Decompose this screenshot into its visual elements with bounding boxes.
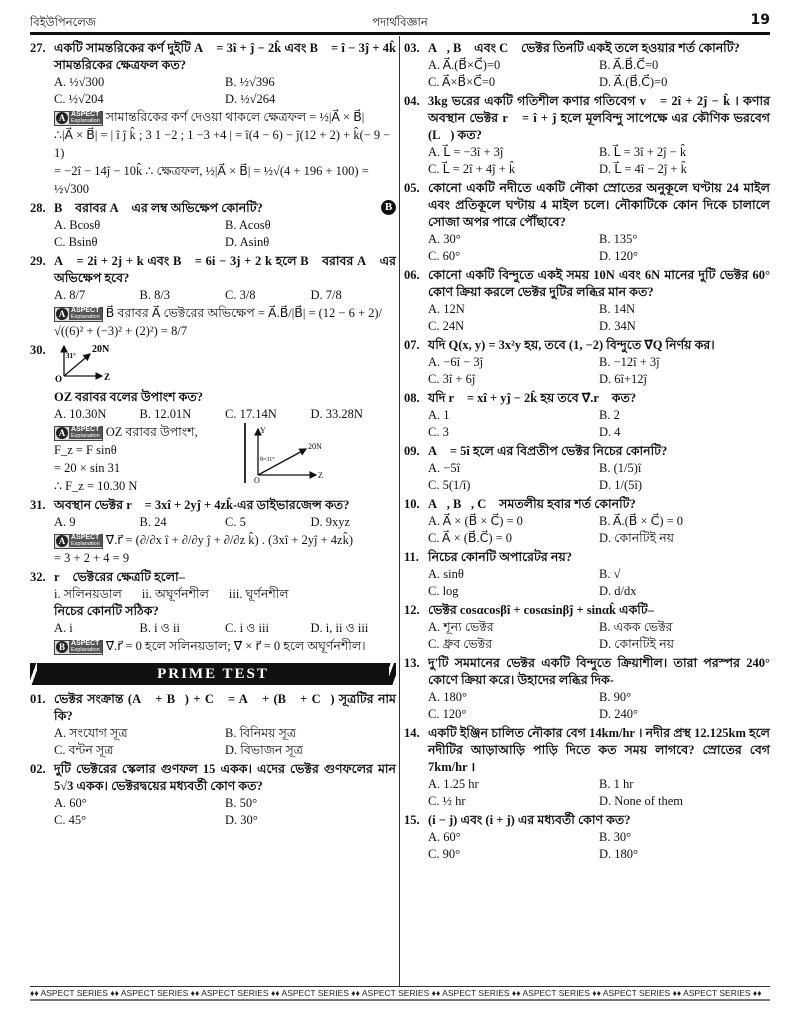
option-b[interactable]: B. i ও ii bbox=[139, 621, 180, 635]
question-31 bbox=[30, 497, 396, 567]
options-grid bbox=[428, 301, 770, 335]
question-number: 01. bbox=[30, 692, 46, 706]
question-number: 10. bbox=[404, 497, 420, 511]
left-column bbox=[30, 40, 396, 831]
explanation-line bbox=[54, 549, 353, 567]
question-32 bbox=[30, 569, 396, 655]
question-header bbox=[404, 443, 770, 460]
option-c[interactable]: C. A⃗×B⃗×C⃗=0 bbox=[428, 75, 496, 89]
option-d[interactable]: D. 180° bbox=[599, 847, 639, 861]
question-text: একটি সামন্তরিকের কর্ণ দুইটি A⃗ = 3î + ĵ − 2k̂ এবং B⃗ = î − 3ĵ + 4k̂ সামন্তরিকের ক্ষেত্রফল কত? bbox=[54, 41, 396, 72]
options-grid bbox=[428, 407, 770, 441]
explanation-line bbox=[54, 304, 396, 340]
option-d[interactable]: D. d/dx bbox=[599, 584, 637, 598]
question-number: 11. bbox=[404, 550, 419, 564]
option-c[interactable]: C. log bbox=[428, 584, 459, 598]
aspect-title: ASPECT bbox=[71, 307, 100, 315]
explanation-body bbox=[54, 531, 396, 567]
explanation-body bbox=[54, 423, 396, 495]
diagram-label: 31° bbox=[66, 352, 76, 360]
option-b[interactable]: B. বিনিময় সূত্র bbox=[225, 726, 297, 740]
question-text: নিচের কোনটি অপারেটর নয়? bbox=[428, 550, 572, 564]
question-text: A⃗ = 5î হলে এর বিপ্রতীপ ভেক্টর নিচের কোনটি? bbox=[428, 444, 668, 458]
question-header bbox=[30, 342, 396, 389]
explanation-line bbox=[54, 477, 198, 495]
explanation-line bbox=[54, 126, 396, 162]
question-prompt: OZ বরাবর বলের উপাংশ কত? bbox=[54, 390, 204, 404]
question-number: 07. bbox=[404, 338, 420, 352]
option-a[interactable]: A. 1 bbox=[428, 408, 450, 422]
option-b[interactable]: B. 1 hr bbox=[599, 777, 634, 791]
question-28 bbox=[30, 200, 396, 251]
explanation-text: F_z = F sinθ bbox=[54, 443, 117, 457]
question-14 bbox=[404, 725, 770, 810]
explanation bbox=[54, 304, 396, 340]
aspect-subtitle: Explanation bbox=[71, 647, 100, 654]
question-05 bbox=[404, 180, 770, 265]
explanation-line bbox=[54, 441, 198, 459]
explanation bbox=[54, 108, 396, 198]
question-text: একটি ইঞ্জিন চালিত নৌকার বেগ 14km/hr । নদীর প্রস্থ 12.125km হলে নদীটির আড়াআড়ি পাড়ি দিতে কত সময় লাগবে? স্রোতের বেগ 7km/hr । bbox=[428, 726, 770, 774]
explanation-text: ∇⃗.r⃗ = (∂/∂x î + ∂/∂y ĵ + ∂/∂z k̂) . (3xî + 2yĵ + 4zk̂) bbox=[105, 533, 353, 547]
option-a[interactable]: A. A⃗ × (B⃗ × C⃗) = 0 bbox=[428, 514, 523, 528]
aspect-title: ASPECT bbox=[71, 534, 100, 542]
option-a[interactable]: A. 30° bbox=[428, 232, 461, 246]
question-number: 05. bbox=[404, 181, 420, 195]
explanation-lines bbox=[54, 423, 198, 495]
options-grid bbox=[54, 725, 396, 759]
question-text: দু'টি সমমানের ভেক্টর একটি বিন্দুতে ক্রিয়াশীল। তারা পরস্পর 240° কোণে ক্রিয়া করে। উহাদের লব্ধির দিক- bbox=[428, 656, 770, 687]
explanation-line bbox=[54, 459, 198, 477]
options-grid bbox=[428, 689, 770, 723]
question-text: 3kg ভরের একটি গতিশীল কণার গতিবেগ v⃗ = 2î + 2ĵ − k̂ । কণার অবস্থান ভেক্টর r⃗ = î + ĵ হলে মূলবিন্দু সাপেক্ষে এর কৌণিক ভরবেগ (L⃗) কত? bbox=[428, 94, 770, 142]
question-number: 12. bbox=[404, 603, 420, 617]
option-c[interactable]: C. 17.14N bbox=[225, 407, 277, 421]
force-diagram bbox=[54, 342, 124, 384]
question-number: 27. bbox=[30, 41, 46, 55]
option-a[interactable]: A. 60° bbox=[428, 830, 461, 844]
question-number: 13. bbox=[404, 656, 420, 670]
aspect-explanation-badge bbox=[54, 111, 103, 126]
explanation-lines bbox=[54, 637, 366, 655]
explanation-text: = −2î − 14ĵ − 10k̂ ∴ ক্ষেত্রফল, ½|A⃗ × B⃗| = ½√(4 + 196 + 100) = ½√300 bbox=[54, 164, 369, 196]
question-header bbox=[404, 496, 770, 513]
question-text: B⃗ বরাবর A⃗ এর লম্ব অভিক্ষেপ কোনটি? B bbox=[54, 200, 396, 217]
option-c[interactable]: C. 5(1/î) bbox=[428, 478, 471, 492]
question-text bbox=[54, 342, 396, 389]
question-header bbox=[30, 761, 396, 795]
question-02 bbox=[30, 761, 396, 829]
statement-item: iii. ঘূর্ণনশীল bbox=[228, 587, 289, 601]
option-a[interactable]: A. 12N bbox=[428, 302, 465, 316]
option-d[interactable]: D. i, ii ও iii bbox=[310, 621, 369, 635]
option-a[interactable]: A. Bcosθ bbox=[54, 218, 101, 232]
option-c[interactable]: C. A⃗ × (B⃗.C⃗) = 0 bbox=[428, 531, 513, 545]
explanation-text: ∴ F_z = 10.30 N bbox=[54, 479, 138, 493]
option-b[interactable]: B. L⃗ = 3î + 2ĵ − k̂ bbox=[599, 145, 687, 159]
option-a[interactable]: A. i bbox=[54, 621, 73, 635]
options-grid bbox=[428, 619, 770, 653]
aspect-label bbox=[69, 641, 102, 653]
option-d[interactable]: D. কোনটিই নয় bbox=[599, 531, 675, 545]
question-header bbox=[30, 497, 396, 514]
options-grid bbox=[54, 74, 396, 108]
explanation-text: B⃗ বরাবর A⃗ ভেক্টরের অভিক্ষেপ = A⃗.B⃗/|B⃗| = (12 − 6 + 2)/√((6)² + (−3)² + (2)²) = 8/7 bbox=[54, 306, 383, 338]
option-b[interactable]: B. একক ভেক্টর bbox=[599, 620, 673, 634]
option-d[interactable]: D. 1/(5î) bbox=[599, 478, 643, 492]
option-c[interactable]: C. ½ hr bbox=[428, 794, 466, 808]
option-a[interactable]: A. 60° bbox=[54, 796, 87, 810]
explanation-body bbox=[54, 108, 396, 198]
question-text: অবস্থান ভেক্টর r⃗ = 3xî + 2yĵ + 4zk̂-এর ডাইভারজেন্স কত? bbox=[54, 498, 350, 512]
diagram-label: O bbox=[254, 476, 260, 483]
option-a[interactable]: A. 10.30N bbox=[54, 407, 107, 421]
explanation-line bbox=[54, 108, 396, 126]
question-number: 03. bbox=[404, 41, 420, 55]
question-header bbox=[404, 180, 770, 231]
option-a[interactable]: A. 180° bbox=[428, 690, 468, 704]
question-number: 15. bbox=[404, 813, 420, 827]
question-11 bbox=[404, 549, 770, 600]
option-b[interactable]: B. ½√396 bbox=[225, 75, 275, 89]
option-d[interactable]: D. কোনটিই নয় bbox=[599, 637, 675, 651]
question-header bbox=[404, 602, 770, 619]
option-a[interactable]: A. 9 bbox=[54, 515, 76, 529]
question-13 bbox=[404, 655, 770, 723]
option-b[interactable]: B. A⃗.(B⃗ × C⃗) = 0 bbox=[599, 514, 684, 528]
aspect-title: ASPECT bbox=[71, 426, 100, 434]
diagram-label: Z bbox=[104, 372, 111, 382]
question-header bbox=[404, 267, 770, 301]
question-number: 08. bbox=[404, 391, 420, 405]
header-book-title: বিইউপিনলেজ bbox=[30, 15, 97, 29]
option-b[interactable]: B. (1/5)î bbox=[599, 461, 642, 475]
answer-letter-icon: A bbox=[56, 308, 68, 320]
question-number: 14. bbox=[404, 726, 420, 740]
question-text: A⃗, B⃗ এবং C⃗ ভেক্টর তিনটি একই তলে হওয়ার শর্ত কোনটি? bbox=[428, 41, 740, 55]
question-10 bbox=[404, 496, 770, 547]
question-header bbox=[404, 655, 770, 689]
question-header bbox=[30, 200, 396, 217]
aspect-title: ASPECT bbox=[71, 640, 100, 648]
answer-badge: B bbox=[381, 200, 396, 215]
footer-strip: ♦♦ ASPECT SERIES ♦♦ ASPECT SERIES ♦♦ ASPECT SERIES ♦♦ ASPECT SERIES ♦♦ ASPECT SERIES ♦♦ ASPECT SERIES ♦♦ ASPECT SERIES ♦♦ ASPECT SERIES ♦♦ ASPECT SERIES ♦♦ bbox=[30, 986, 770, 1001]
option-b[interactable]: B. −12î + 3ĵ bbox=[599, 355, 660, 369]
options-grid bbox=[54, 217, 396, 251]
question-27 bbox=[30, 40, 396, 198]
explanation-body bbox=[54, 304, 396, 340]
option-b[interactable]: B. 50° bbox=[225, 796, 258, 810]
prime-test-banner bbox=[30, 663, 396, 685]
question-header bbox=[30, 253, 396, 287]
question-header bbox=[30, 569, 396, 586]
options-grid bbox=[54, 406, 396, 423]
option-a[interactable]: A. 8/7 bbox=[54, 288, 86, 302]
explanation-text: ∴|A⃗ × B⃗| = | î ĵ k̂ ; 3 1 −2 ; 1 −3 +4 | = î(4 − 6) − ĵ(12 + 2) + k̂(− 9 − 1) bbox=[54, 128, 391, 160]
question-03 bbox=[404, 40, 770, 91]
diagram-label: 20N bbox=[92, 344, 110, 355]
option-b[interactable]: B. Acosθ bbox=[225, 218, 271, 232]
explanation-text: = 3 + 2 + 4 = 9 bbox=[54, 551, 130, 565]
question-29 bbox=[30, 253, 396, 340]
options-grid bbox=[428, 144, 770, 178]
question-header bbox=[404, 390, 770, 407]
answer-letter-icon: A bbox=[56, 112, 68, 124]
option-d[interactable]: D. ½√264 bbox=[225, 92, 276, 106]
options-grid bbox=[428, 513, 770, 547]
question-text: যদি r⃗ = xî + yĵ − 2k̂ হয় তবে ∇⃗.r⃗ কত? bbox=[428, 391, 637, 405]
question-30 bbox=[30, 342, 396, 495]
explanation-text: ∇⃗.r⃗ = 0 হলে সলিনয়ডাল; ∇⃗ × r⃗ = 0 হলে অঘূর্ণনশীল। bbox=[105, 639, 366, 653]
option-b[interactable]: B. 12.01N bbox=[139, 407, 192, 421]
explanation-line bbox=[54, 637, 366, 655]
option-c[interactable]: C. L⃗ = 2î + 4ĵ + k̂ bbox=[428, 162, 516, 176]
option-b[interactable]: B. 135° bbox=[599, 232, 638, 246]
diagram-label: O bbox=[55, 374, 63, 384]
question-text: ভেক্টর cosαcosβî + cosαsinβĵ + sinαk̂ একটি– bbox=[428, 603, 654, 617]
options-grid bbox=[54, 514, 396, 531]
explanation-lines bbox=[54, 304, 396, 340]
question-number: 28. bbox=[30, 201, 46, 215]
question-header bbox=[404, 549, 770, 566]
question-header bbox=[404, 725, 770, 776]
diagram-label: Z bbox=[318, 471, 323, 480]
option-a[interactable]: A. A⃗.(B⃗×C⃗)=0 bbox=[428, 58, 501, 72]
question-number: 32. bbox=[30, 570, 46, 584]
option-c[interactable]: C. 120° bbox=[428, 707, 467, 721]
right-column bbox=[404, 40, 770, 865]
option-b[interactable]: B. 30° bbox=[599, 830, 632, 844]
question-text: ভেক্টর সংক্রান্ত (A⃗ + B⃗) + C⃗ = A⃗ + (B⃗ + C⃗) সূত্রটির নাম কি? bbox=[54, 692, 396, 723]
aspect-subtitle: Explanation bbox=[71, 118, 100, 125]
options-grid bbox=[428, 231, 770, 265]
diagram-label: Y bbox=[260, 426, 266, 435]
aspect-label bbox=[69, 427, 102, 439]
option-c[interactable]: C. 90° bbox=[428, 847, 461, 861]
option-b[interactable]: B. 14N bbox=[599, 302, 636, 316]
option-b[interactable]: B. 90° bbox=[599, 690, 632, 704]
diagram-label: 20N bbox=[308, 442, 322, 451]
answer-letter-icon: B bbox=[56, 641, 68, 653]
option-b[interactable]: B. 24 bbox=[139, 515, 167, 529]
option-d[interactable]: D. 4 bbox=[599, 425, 621, 439]
option-a[interactable]: A. L⃗ = −3î + 3ĵ bbox=[428, 145, 504, 159]
explanation-lines bbox=[54, 531, 353, 567]
answer-letter-icon: A bbox=[56, 427, 68, 439]
option-a[interactable]: A. সংযোগ সূত্র bbox=[54, 726, 128, 740]
question-06 bbox=[404, 267, 770, 335]
question-01 bbox=[30, 691, 396, 759]
aspect-explanation-badge bbox=[54, 534, 103, 549]
aspect-explanation-badge bbox=[54, 640, 103, 655]
aspect-label bbox=[69, 112, 102, 124]
options-grid bbox=[428, 776, 770, 810]
option-d[interactable]: D. 30° bbox=[225, 813, 258, 827]
option-c[interactable]: C. 3 bbox=[428, 425, 449, 439]
option-d[interactable]: D. A⃗.(B⃗.C⃗)=0 bbox=[599, 75, 668, 89]
option-d[interactable]: D. 120° bbox=[599, 249, 639, 263]
option-d[interactable]: D. Asinθ bbox=[225, 235, 270, 249]
option-d[interactable]: D. 240° bbox=[599, 707, 639, 721]
explanation-text: সামান্তরিকের কর্ণ দেওয়া থাকলে ক্ষেত্রফল = ½|A⃗ × B⃗| bbox=[105, 110, 365, 124]
options-grid bbox=[428, 354, 770, 388]
question-prompt: নিচের কোনটি সঠিক? bbox=[54, 604, 159, 618]
explanation-text: = 20 × sin 31 bbox=[54, 461, 121, 475]
option-b[interactable]: B. 8/3 bbox=[139, 288, 171, 302]
option-c[interactable]: C. i ও iii bbox=[225, 621, 269, 635]
explanation bbox=[54, 531, 396, 567]
option-c[interactable]: C. 3î + 6ĵ bbox=[428, 372, 476, 386]
question-07 bbox=[404, 337, 770, 388]
option-a[interactable]: A. 1.25 hr bbox=[428, 777, 479, 791]
options-grid bbox=[54, 620, 396, 637]
statement-item: ii. অঘূর্ণনশীল bbox=[141, 587, 209, 601]
explanation-text: OZ বরাবর উপাংশ, bbox=[105, 425, 198, 439]
question-text: A⃗, B⃗, C⃗ সমতলীয় হবার শর্ত কোনটি? bbox=[428, 497, 636, 511]
aspect-label bbox=[69, 308, 102, 320]
question-number: 04. bbox=[404, 94, 420, 108]
option-a[interactable]: A. শূন্য ভেক্টর bbox=[428, 620, 494, 634]
question-text: দুটি ভেক্টরের স্কেলার গুণফল 15 একক। এদের ভেক্টর গুণফলের মান 5√3 একক। ভেক্টরদ্বয়ের মধ্যবর্তী কোণ কত? bbox=[54, 762, 396, 793]
question-09 bbox=[404, 443, 770, 494]
question-text: কোনো একটি নদীতে একটি নৌকা স্রোতের অনুকূলে ঘণ্টায় 24 মাইল এবং প্রতিকূলে ঘণ্টায় 4 মাইল চলে। নৌকাটিকে কোন দিকে চালালে সোজা অপর পারে পৌঁছাবে? bbox=[428, 181, 770, 229]
statement-list bbox=[54, 586, 396, 603]
question-text: (i − j) এবং (i + j) এর মধ্যবর্তী কোণ কত? bbox=[428, 813, 631, 827]
aspect-title: ASPECT bbox=[71, 111, 100, 119]
option-c[interactable]: C. 5 bbox=[225, 515, 246, 529]
options-grid bbox=[428, 57, 770, 91]
question-number: 31. bbox=[30, 498, 46, 512]
question-04 bbox=[404, 93, 770, 178]
question-header bbox=[30, 691, 396, 725]
question-number: 06. bbox=[404, 268, 420, 282]
option-b[interactable]: B. A⃗.B⃗.C⃗=0 bbox=[599, 58, 659, 72]
explanation-line bbox=[54, 162, 396, 198]
option-b[interactable]: B. √ bbox=[599, 567, 621, 581]
question-text: যদি Q(x, y) = 3x²y হয়, তবে (1, −2) বিন্দুতে ∇⃗Q নির্ণয় কর। bbox=[428, 338, 715, 352]
question-08 bbox=[404, 390, 770, 441]
question-number: 09. bbox=[404, 444, 420, 458]
option-c[interactable]: C. ½√204 bbox=[54, 92, 104, 106]
option-d[interactable]: D. 7/8 bbox=[310, 288, 342, 302]
option-d[interactable]: D. 34N bbox=[599, 319, 636, 333]
force-diagram bbox=[244, 423, 336, 483]
aspect-subtitle: Explanation bbox=[71, 433, 100, 440]
option-d[interactable]: D. বিভাজন সূত্র bbox=[225, 743, 303, 757]
option-d[interactable]: D. 33.28N bbox=[310, 407, 363, 421]
diagram-label: θ=31° bbox=[260, 457, 275, 463]
question-text: কোনো একটি বিন্দুতে একই সময় 10N এবং 6N মানের দুটি ভেক্টর 60° কোণ ক্রিয়া করলে ভেক্টর দুটির লব্ধির মান কত? bbox=[428, 268, 770, 299]
explanation bbox=[54, 637, 396, 655]
question-header bbox=[404, 93, 770, 144]
aspect-explanation-badge bbox=[54, 307, 103, 322]
explanation-line bbox=[54, 423, 198, 441]
explanation bbox=[54, 423, 396, 495]
page-header bbox=[30, 14, 770, 35]
option-c[interactable]: C. Bsinθ bbox=[54, 235, 98, 249]
option-a[interactable]: A. ½√300 bbox=[54, 75, 105, 89]
question-text: r⃗ ভেক্টরের ক্ষেত্রটি হলো– bbox=[54, 570, 185, 584]
explanation-lines bbox=[54, 108, 396, 198]
option-c[interactable]: C. ধ্রুব ভেক্টর bbox=[428, 637, 493, 651]
option-c[interactable]: C. বন্টন সূত্র bbox=[54, 743, 114, 757]
header-subject: পদার্থবিজ্ঞান bbox=[372, 15, 428, 29]
option-a[interactable]: A. −6î − 3ĵ bbox=[428, 355, 484, 369]
options-grid bbox=[428, 460, 770, 494]
answer-letter-icon: A bbox=[56, 535, 68, 547]
aspect-subtitle: Explanation bbox=[71, 314, 100, 321]
statement-item: i. সলিনয়ডাল bbox=[54, 587, 122, 601]
question-header bbox=[404, 40, 770, 57]
question-header bbox=[30, 40, 396, 74]
option-c[interactable]: C. 60° bbox=[428, 249, 461, 263]
option-d[interactable]: D. 9xyz bbox=[310, 515, 351, 529]
aspect-subtitle: Explanation bbox=[71, 541, 100, 548]
explanation-body bbox=[54, 637, 396, 655]
option-c[interactable]: C. 45° bbox=[54, 813, 87, 827]
option-d[interactable]: D. L⃗ = 4î − 2ĵ + k̂ bbox=[599, 162, 687, 176]
aspect-label bbox=[69, 535, 102, 547]
option-c[interactable]: C. 24N bbox=[428, 319, 465, 333]
question-number: 02. bbox=[30, 762, 46, 776]
question-number: 30. bbox=[30, 343, 46, 357]
option-d[interactable]: D. None of them bbox=[599, 794, 684, 808]
options-grid bbox=[54, 795, 396, 829]
explanation-line bbox=[54, 531, 353, 549]
option-c[interactable]: C. 3/8 bbox=[225, 288, 256, 302]
options-grid bbox=[428, 566, 770, 600]
question-12 bbox=[404, 602, 770, 653]
option-a[interactable]: A. −5î bbox=[428, 461, 461, 475]
question-header bbox=[404, 337, 770, 354]
option-a[interactable]: A. sinθ bbox=[428, 567, 464, 581]
question-text: A⃗ = 2i + 2j + k এবং B⃗ = 6i − 3j + 2 k হলে B⃗ বরাবর A⃗ এর অভিক্ষেপ হবে? bbox=[54, 254, 396, 285]
banner-title: PRIME TEST bbox=[37, 663, 389, 685]
page-number: 19 bbox=[750, 12, 770, 28]
option-b[interactable]: B. 2 bbox=[599, 408, 620, 422]
options-grid bbox=[54, 287, 396, 304]
option-d[interactable]: D. 6î+12ĵ bbox=[599, 372, 648, 386]
options-grid bbox=[428, 829, 770, 863]
question-number: 29. bbox=[30, 254, 46, 268]
question-15 bbox=[404, 812, 770, 863]
question-header bbox=[404, 812, 770, 829]
aspect-explanation-badge bbox=[54, 426, 103, 441]
column-divider bbox=[399, 36, 400, 986]
